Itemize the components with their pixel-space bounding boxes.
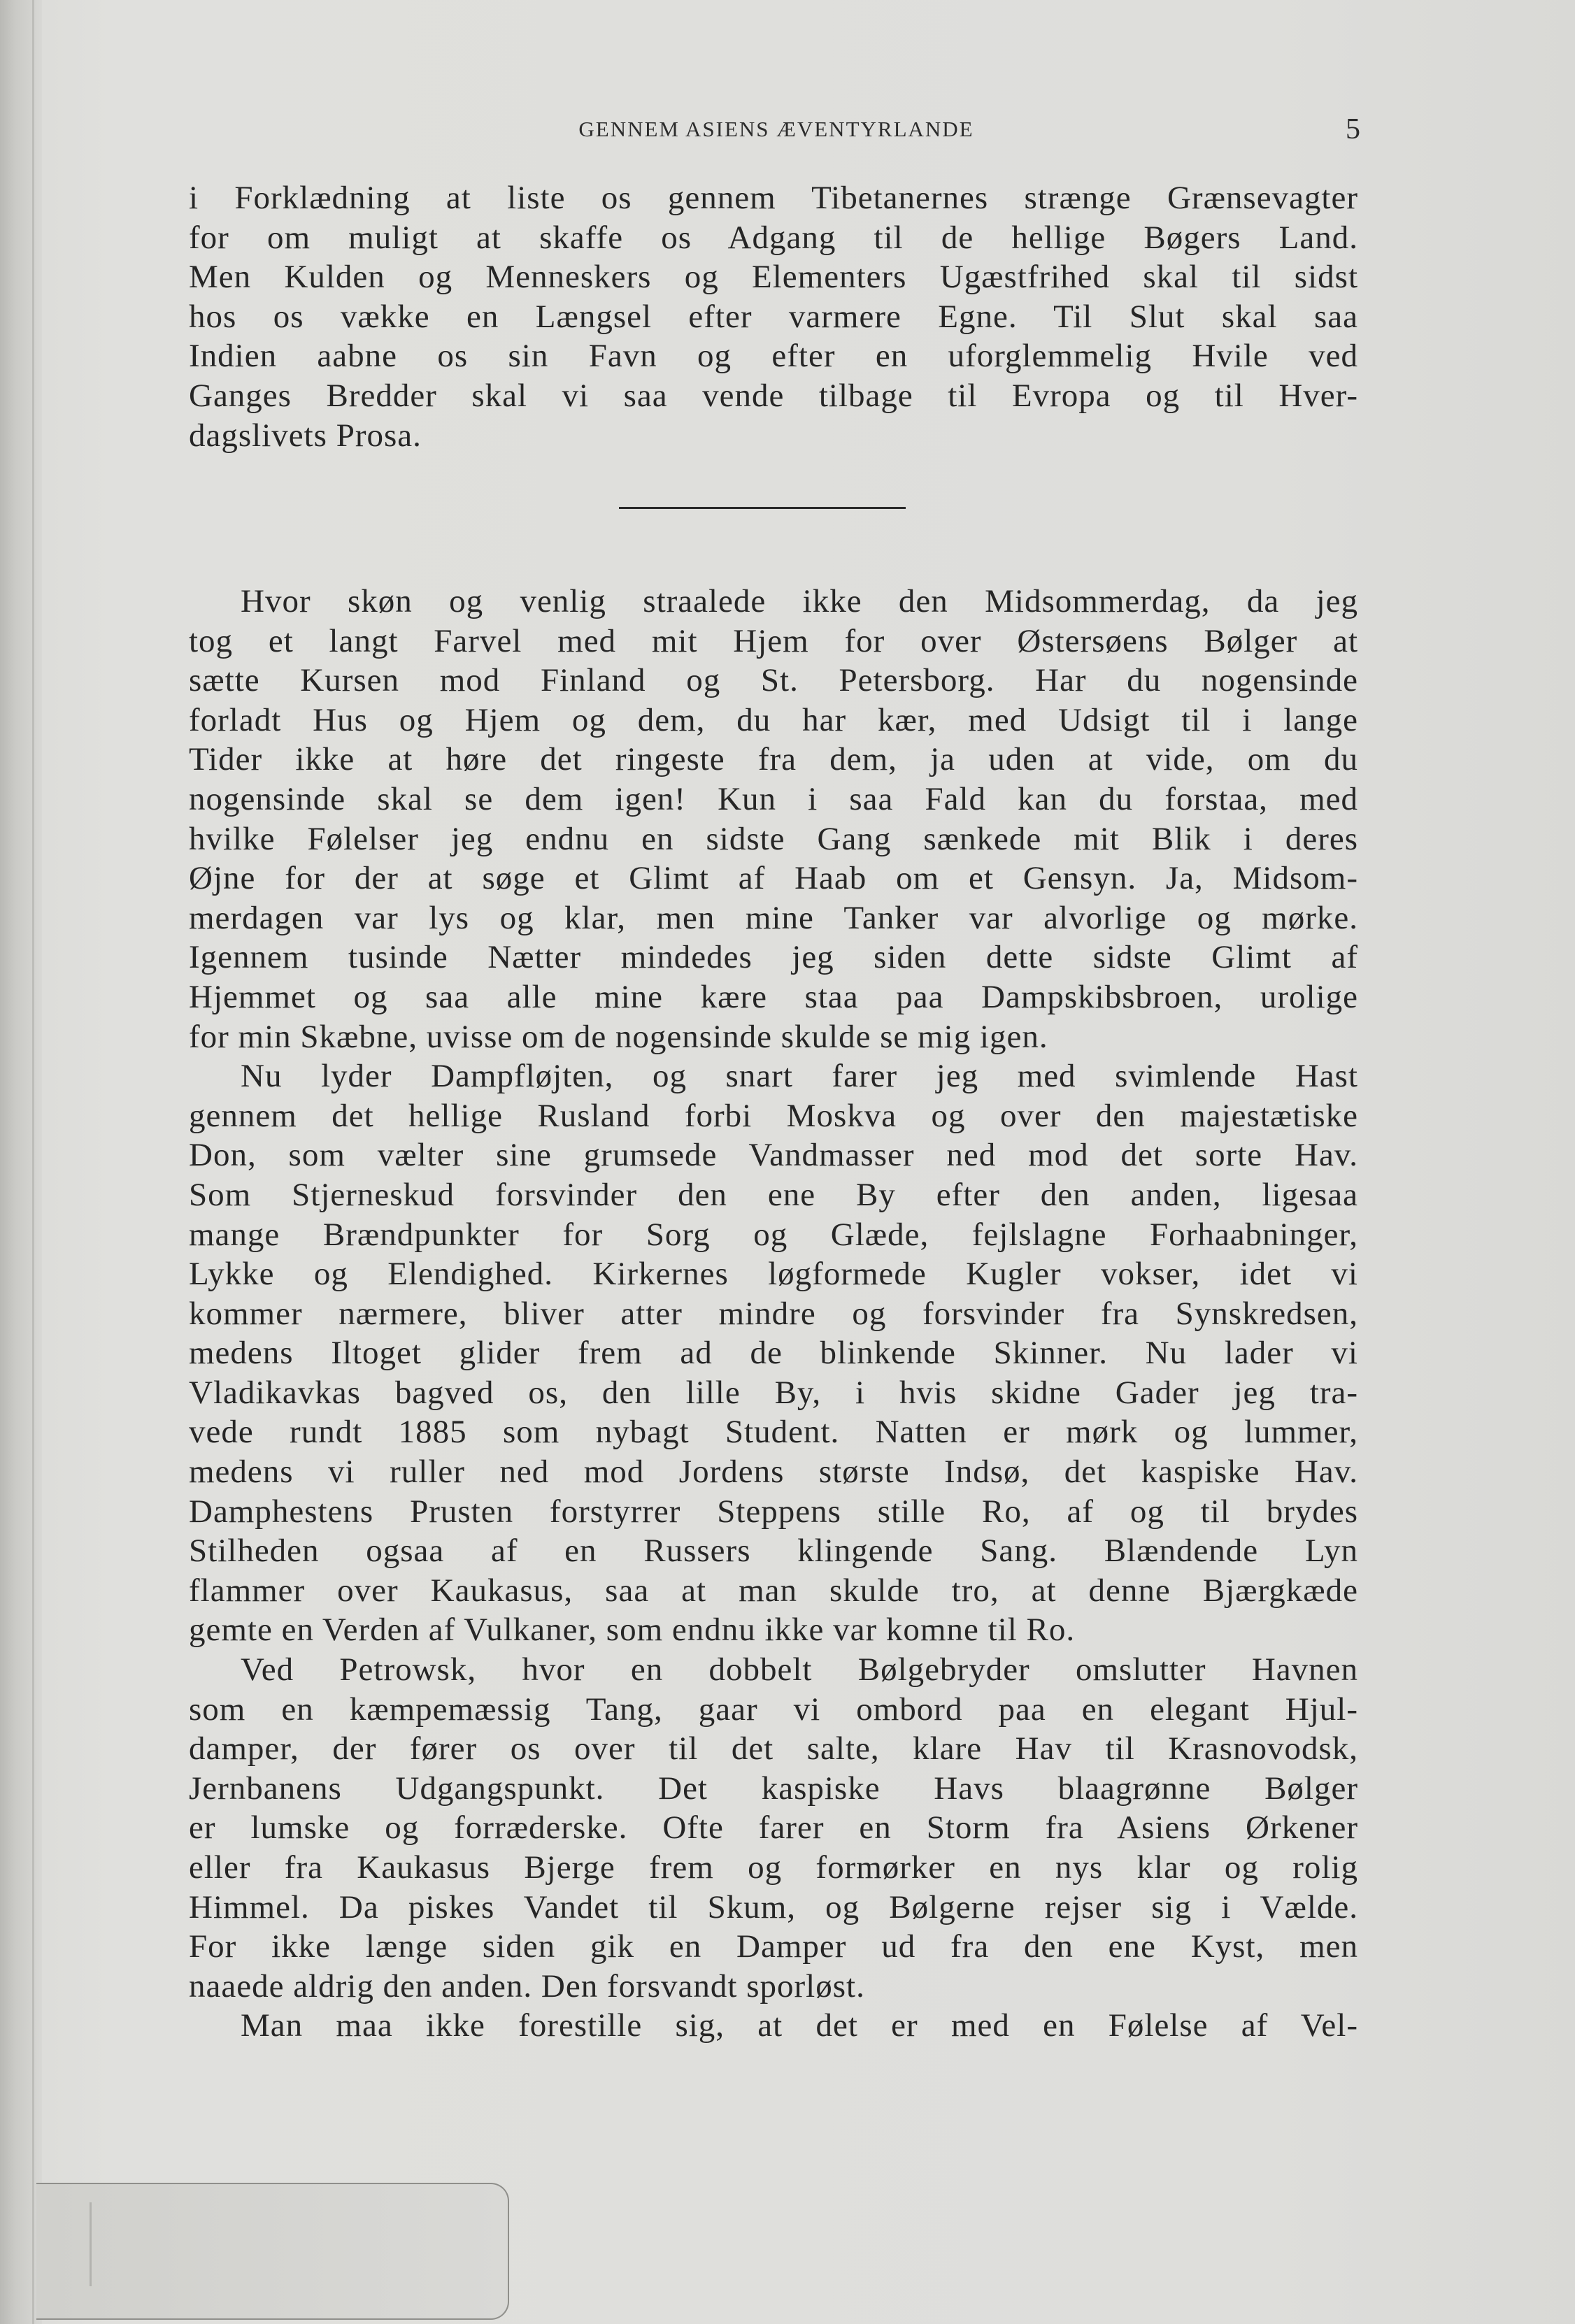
text-line: Hjemmet og saa alle mine kære staa paa Dampskibsbroen, urolige bbox=[189, 978, 1358, 1015]
text-line: dagslivets Prosa. bbox=[189, 417, 422, 454]
text-line: i Forklædning at liste os gennem Tibetanernes strænge Grænsevagter bbox=[189, 180, 1358, 216]
page-number: 5 bbox=[1346, 113, 1360, 145]
text-line: tog et langt Farvel med mit Hjem for over Østersøens Bølger at bbox=[189, 622, 1358, 659]
page-header bbox=[192, 112, 1360, 147]
text-line: er lumske og forræderske. Ofte farer en Storm fra Asiens Ørkener bbox=[189, 1809, 1358, 1846]
text-line: Tider ikke at høre det ringeste fra dem, ja uden at vide, om du bbox=[189, 741, 1358, 778]
text-line: hvilke Følelser jeg endnu en sidste Gang sænkede mit Blik i deres bbox=[189, 820, 1358, 857]
text-line: For ikke længe siden gik en Damper ud fra den ene Kyst, men bbox=[189, 1928, 1358, 1965]
text-line: Indien aabne os sin Favn og efter en uforglemmelig Hvile ved bbox=[189, 338, 1358, 375]
text-line: mange Brændpunkter for Sorg og Glæde, fejlslagne Forhaabninger, bbox=[189, 1216, 1358, 1253]
text-line: forladt Hus og Hjem og dem, du har kær, med Udsigt til i lange bbox=[189, 701, 1358, 738]
text-line: naaede aldrig den anden. Den forsvandt sporløst. bbox=[189, 1967, 865, 2004]
text-line: medens vi ruller ned mod Jordens største Indsø, det kaspiske Hav. bbox=[189, 1454, 1358, 1491]
text-line: Don, som vælter sine grumsede Vandmasser ned mod det sorte Hav. bbox=[189, 1137, 1358, 1174]
label-edge-mark bbox=[90, 2202, 92, 2286]
text-line: Øjne for der at søge et Glimt af Haab om et Gensyn. Ja, Midsom- bbox=[189, 860, 1358, 897]
text-line: hos os vække en Længsel efter varmere Egne. Til Slut skal saa bbox=[189, 298, 1358, 335]
text-line: Hvor skøn og venlig straalede ikke den Midsommerdag, da jeg bbox=[241, 583, 1358, 619]
text-line: for min Skæbne, uvisse om de nogensinde skulde se mig igen. bbox=[189, 1018, 1048, 1055]
running-title: GENNEM ASIENS ÆVENTYRLANDE bbox=[578, 117, 974, 141]
section-divider bbox=[619, 507, 906, 509]
text-line: Stilheden ogsaa af en Russers klingende Sang. Blændende Lyn bbox=[189, 1533, 1358, 1570]
text-line: Nu lyder Dampfløjten, og snart farer jeg med svimlende Hast bbox=[241, 1058, 1358, 1095]
library-label-sticker bbox=[36, 2183, 509, 2320]
text-line: Lykke og Elendighed. Kirkernes løgformede Kugler vokser, idet vi bbox=[189, 1256, 1358, 1293]
text-line: eller fra Kaukasus Bjerge frem og formørker en nys klar og rolig bbox=[189, 1849, 1358, 1886]
text-line: flammer over Kaukasus, saa at man skulde tro, at denne Bjærgkæde bbox=[189, 1572, 1358, 1609]
text-line: kommer nærmere, bliver atter mindre og forsvinder fra Synskredsen, bbox=[189, 1295, 1358, 1332]
page-spine-shadow bbox=[0, 0, 42, 2324]
text-line: Igennem tusinde Nætter mindedes jeg siden dette sidste Glimt af bbox=[189, 939, 1358, 976]
text-line: Vladikavkas bagved os, den lille By, i hvis skidne Gader jeg tra- bbox=[189, 1374, 1358, 1411]
text-line: merdagen var lys og klar, men mine Tanker var alvorlige og mørke. bbox=[189, 899, 1358, 936]
text-line: gemte en Verden af Vulkaner, som endnu ikke var komne til Ro. bbox=[189, 1612, 1076, 1649]
text-line: nogensinde skal se dem igen! Kun i saa Fald kan du forstaa, med bbox=[189, 780, 1358, 817]
text-line: Man maa ikke forestille sig, at det er med en Følelse af Vel- bbox=[241, 2007, 1358, 2044]
text-line: Jernbanens Udgangspunkt. Det kaspiske Havs blaagrønne Bølger bbox=[189, 1770, 1358, 1807]
main-text bbox=[189, 582, 1358, 2046]
text-line: for om muligt at skaffe os Adgang til de hellige Bøgers Land. bbox=[189, 219, 1358, 256]
text-line: vede rundt 1885 som nybagt Student. Natten er mørk og lummer, bbox=[189, 1414, 1358, 1451]
text-line: sætte Kursen mod Finland og St. Petersborg. Har du nogensinde bbox=[189, 662, 1358, 699]
text-line: medens Iltoget glider frem ad de blinkende Skinner. Nu lader vi bbox=[189, 1335, 1358, 1372]
text-line: som en kæmpemæssig Tang, gaar vi ombord paa en elegant Hjul- bbox=[189, 1691, 1358, 1728]
text-line: Men Kulden og Menneskers og Elementers Ugæstfrihed skal til sidst bbox=[189, 259, 1358, 296]
text-line: gennem det hellige Rusland forbi Moskva og over den majestætiske bbox=[189, 1097, 1358, 1134]
text-line: Ganges Bredder skal vi saa vende tilbage til Evropa og til Hver- bbox=[189, 377, 1358, 414]
spine-edge-line bbox=[32, 0, 34, 2324]
text-line: Damphestens Prusten forstyrrer Steppens stille Ro, af og til brydes bbox=[189, 1493, 1358, 1530]
text-line: Himmel. Da piskes Vandet til Skum, og Bølgerne rejser sig i Vælde. bbox=[189, 1888, 1358, 1925]
paragraph-continuation bbox=[189, 178, 1358, 455]
text-line: Som Stjerneskud forsvinder den ene By efter den anden, ligesaa bbox=[189, 1176, 1358, 1213]
text-line: damper, der fører os over til det salte, klare Hav til Krasnovodsk, bbox=[189, 1730, 1358, 1767]
text-line: Ved Petrowsk, hvor en dobbelt Bølgebryder omslutter Havnen bbox=[241, 1651, 1358, 1688]
